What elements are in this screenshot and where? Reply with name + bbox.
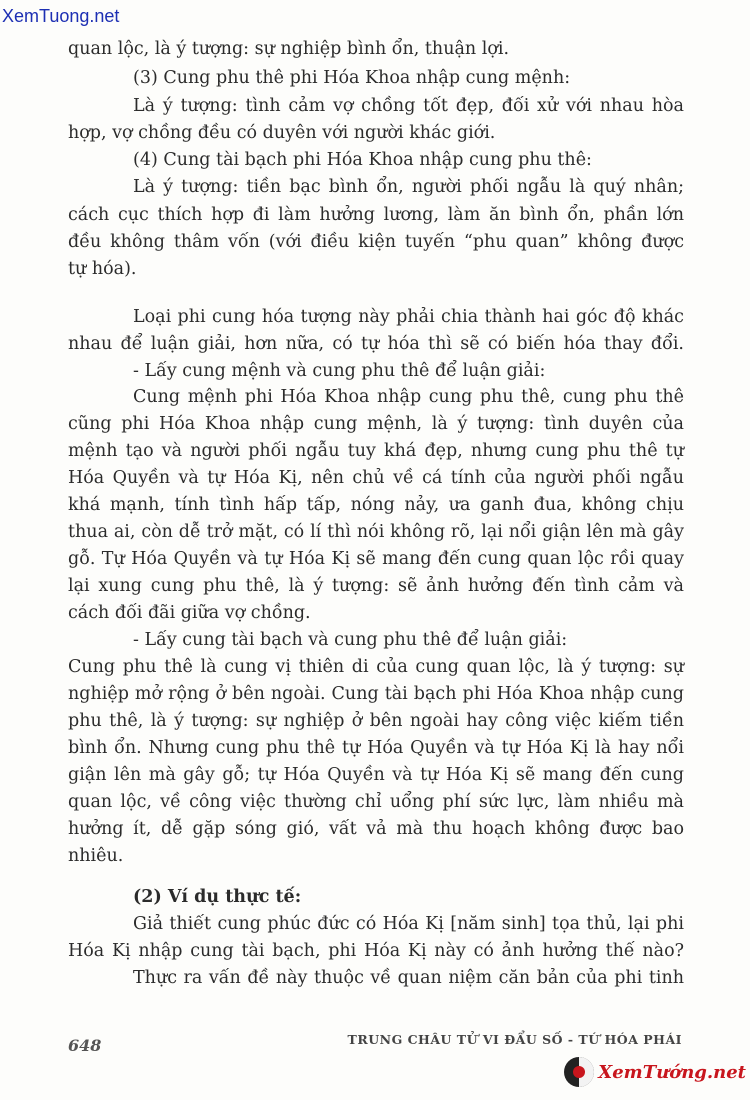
text-line: quan lộc, là ý tượng: sự nghiệp bình ổn, thuận lợi. — [68, 39, 510, 59]
text-line: (3) Cung phu thê phi Hóa Khoa nhập cung mệnh: — [133, 68, 571, 88]
text-line: cách cục thích hợp đi làm hưởng lương, làm ăn bình ổn, phần lớn — [68, 205, 684, 225]
text-line: hưởng ít, dễ gặp sóng gió, vất vả mà thu hoạch không được bao — [68, 819, 684, 839]
text-line: Cung mệnh phi Hóa Khoa nhập cung phu thê, cung phu thê — [133, 387, 684, 407]
section-heading: (2) Ví dụ thực tế: — [133, 887, 302, 907]
text-line: lại xung cung phu thê, là ý tượng: sẽ ảnh hưởng đến tình cảm và — [68, 576, 684, 596]
text-line: nhau để luận giải, hơn nữa, có tự hóa thì sẽ có biến hóa thay đổi. — [68, 334, 684, 354]
yin-yang-icon — [564, 1057, 594, 1087]
text-line: mệnh tạo và người phối ngẫu tuy khá đẹp, nhưng cung phu thê tự — [68, 441, 684, 461]
text-line: bình ổn. Nhưng cung phu thê tự Hóa Quyền và tự Hóa Kị là hay nổi — [68, 738, 684, 758]
text-line: Là ý tượng: tình cảm vợ chồng tốt đẹp, đối xử với nhau hòa — [133, 96, 684, 116]
text-line: nghiệp mở rộng ở bên ngoài. Cung tài bạch phi Hóa Khoa nhập cung — [68, 684, 684, 704]
text-line: Loại phi cung hóa tượng này phải chia thành hai góc độ khác — [133, 307, 684, 327]
running-head: TRUNG CHÂU TỬ VI ĐẨU SỐ - TỨ HÓA PHÁI — [347, 1032, 682, 1047]
text-line: tự hóa). — [68, 259, 137, 279]
watermark-bottom — [564, 1052, 746, 1092]
text-line: Hóa Quyền và tự Hóa Kị, nên chủ về cá tính của người phối ngẫu — [68, 468, 684, 488]
watermark-top: XemTuong.net — [2, 6, 120, 26]
watermark-bottom-text: XemTướng.net — [598, 1061, 746, 1083]
text-line: Thực ra vấn đề này thuộc về quan niệm căn bản của phi tinh — [133, 968, 684, 988]
text-line: cách đối đãi giữa vợ chồng. — [68, 603, 311, 623]
page-number: 648 — [68, 1036, 102, 1055]
text-line: quan lộc, về công việc thường chỉ uổng phí sức lực, làm nhiều mà — [68, 792, 684, 812]
text-line: đều không thâm vốn (với điều kiện tuyến “phu quan” không được — [68, 232, 684, 252]
text-line: cũng phi Hóa Khoa nhập cung mệnh, là ý tượng: tình duyên của — [68, 414, 684, 434]
text-line: Giả thiết cung phúc đức có Hóa Kị [năm sinh] tọa thủ, lại phi — [133, 914, 684, 934]
text-line: nhiêu. — [68, 846, 124, 866]
text-line: gỗ. Tự Hóa Quyền và tự Hóa Kị sẽ mang đến cung quan lộc rồi quay — [68, 549, 684, 569]
text-line: Hóa Kị nhập cung tài bạch, phi Hóa Kị này có ảnh hưởng thế nào? — [68, 941, 684, 961]
text-line: thua ai, còn dễ trở mặt, có lí thì nói không rõ, lại nổi giận lên mà gây — [68, 522, 684, 542]
text-line: - Lấy cung tài bạch và cung phu thê để luận giải: — [133, 630, 568, 650]
text-line: Cung phu thê là cung vị thiên di của cung quan lộc, là ý tượng: sự — [68, 657, 684, 677]
text-line: hợp, vợ chồng đều có duyên với người khác giới. — [68, 123, 496, 143]
text-line: (4) Cung tài bạch phi Hóa Khoa nhập cung phu thê: — [133, 150, 592, 170]
text-line: - Lấy cung mệnh và cung phu thê để luận giải: — [133, 361, 546, 381]
text-line: giận lên mà gây gỗ; tự Hóa Quyền và tự Hóa Kị sẽ mang đến cung — [68, 765, 684, 785]
text-line: phu thê, là ý tượng: sự nghiệp ở bên ngoài hay công việc kiếm tiền — [68, 711, 684, 731]
text-line: Là ý tượng: tiền bạc bình ổn, người phối ngẫu là quý nhân; — [133, 177, 684, 197]
text-line: khá mạnh, tính tình hấp tấp, nóng nảy, ưa ganh đua, không chịu — [68, 495, 684, 515]
